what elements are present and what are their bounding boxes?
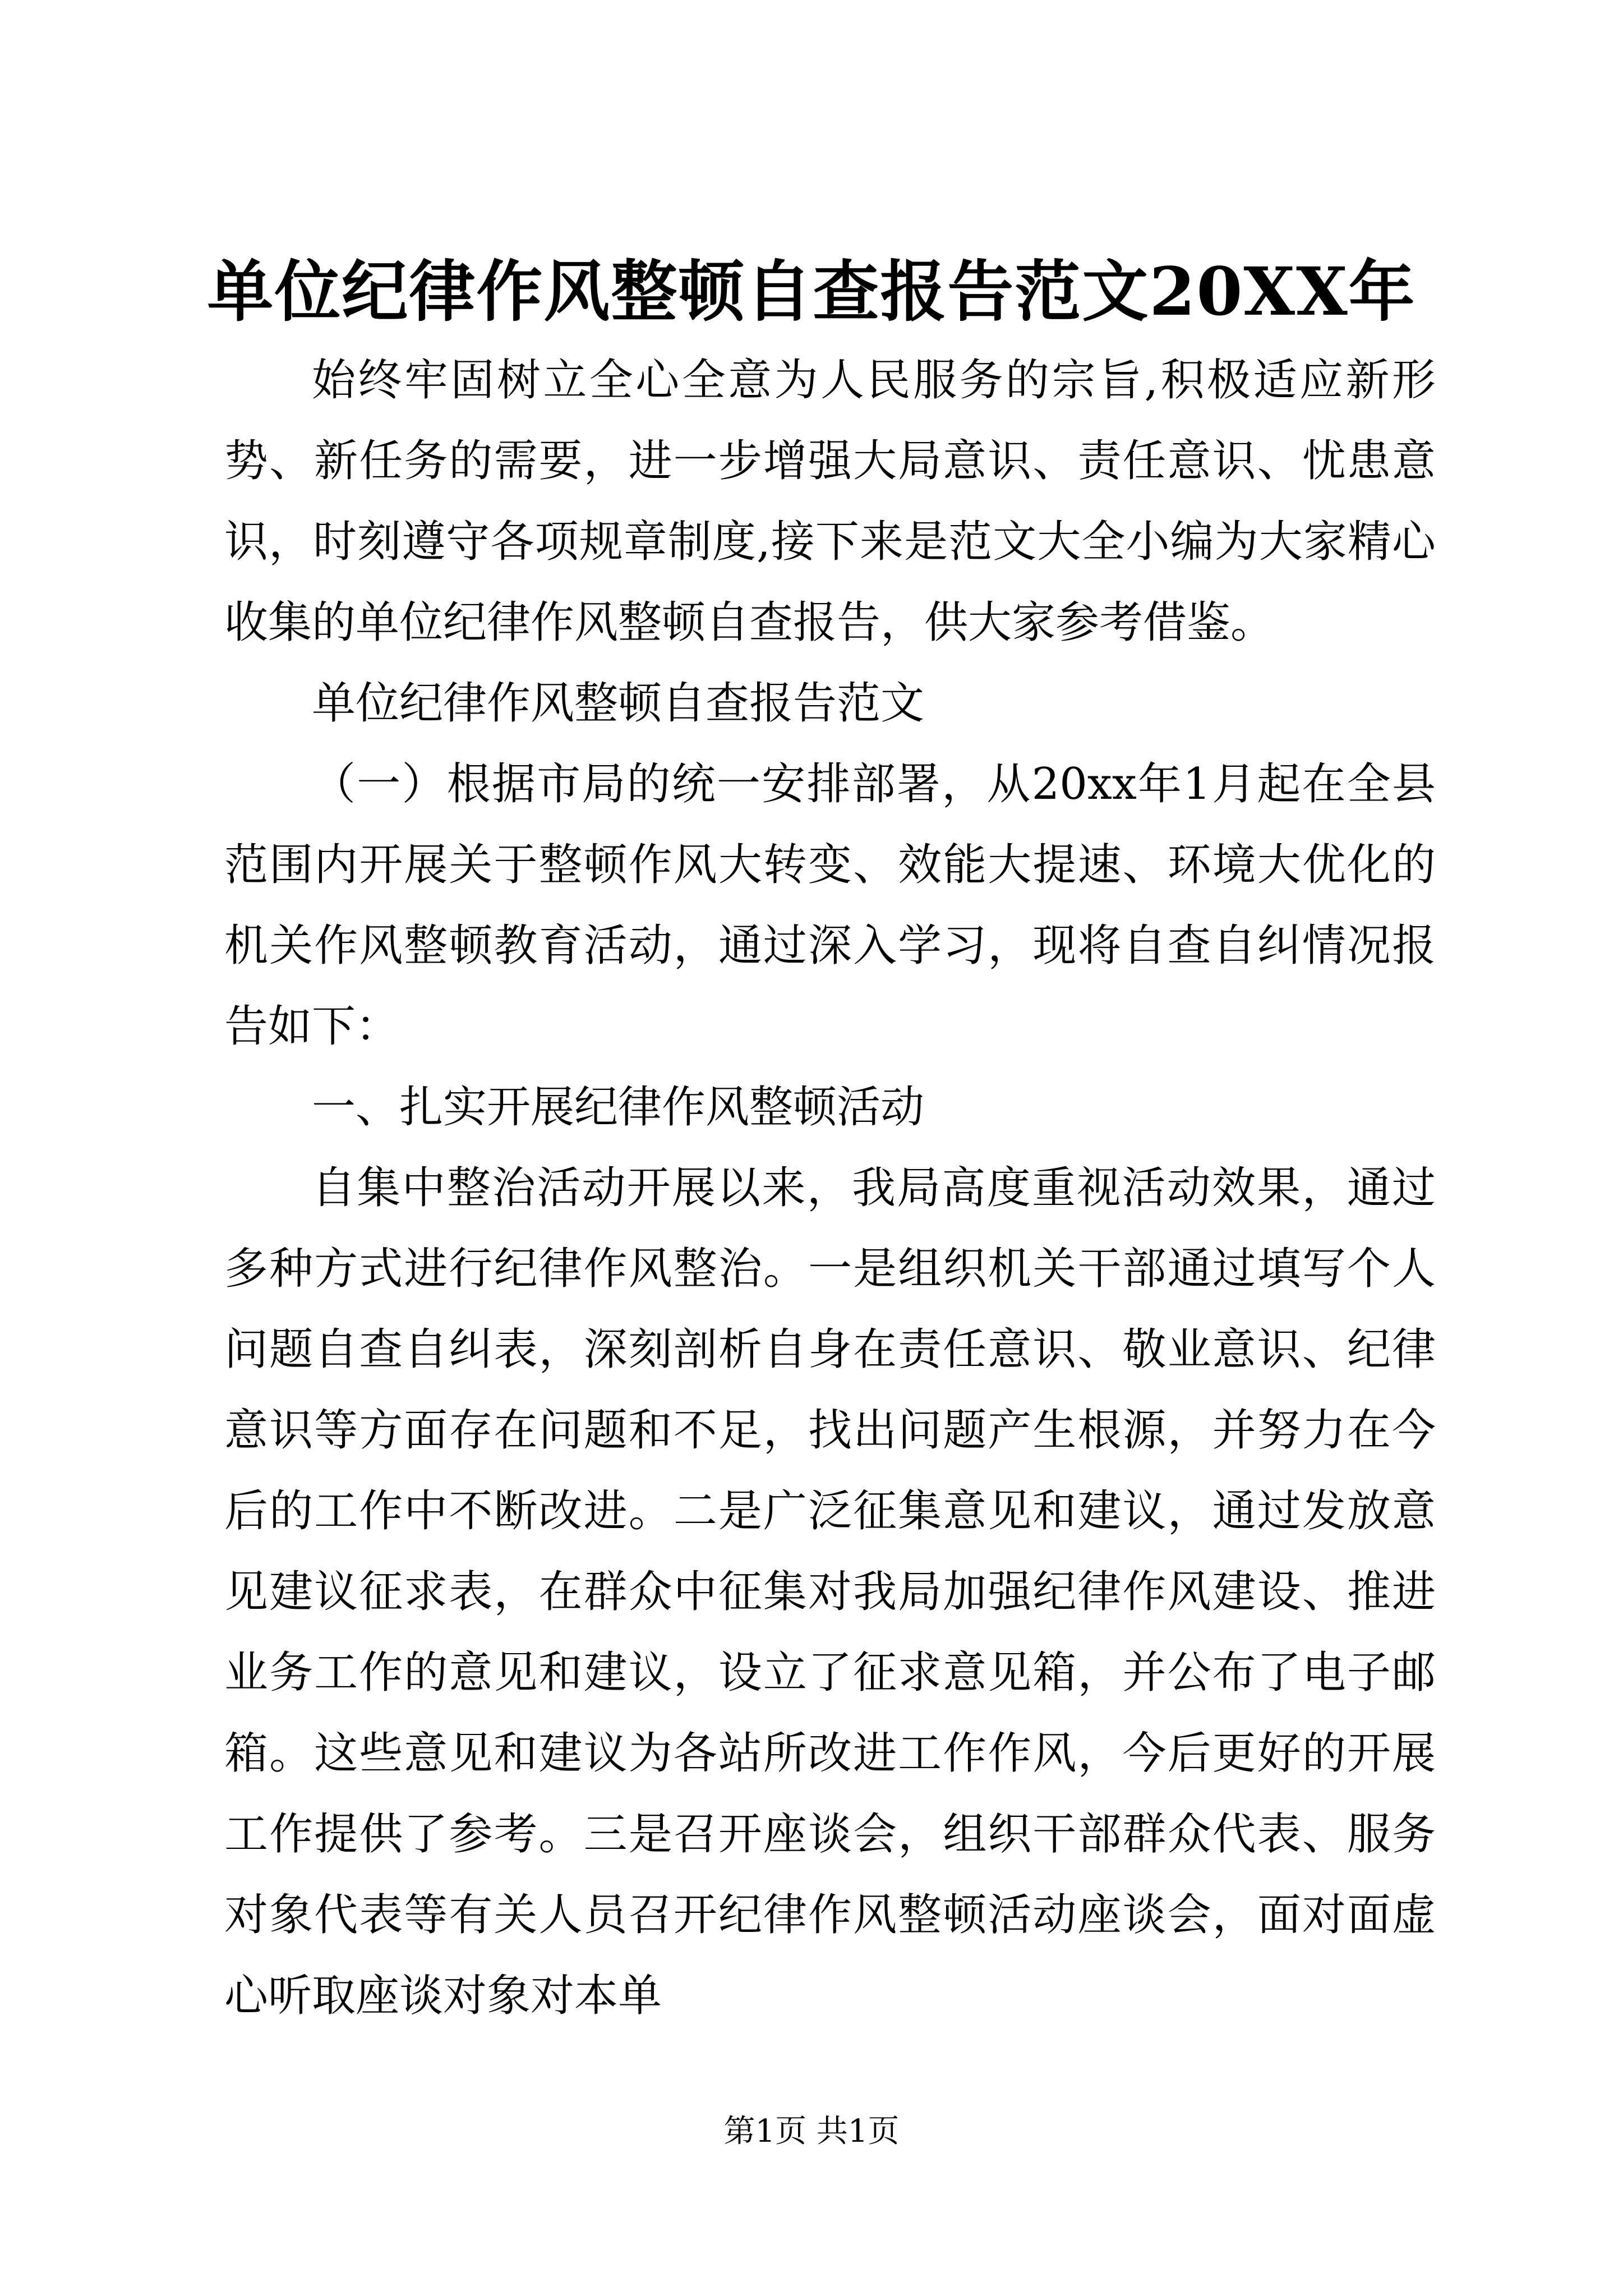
paragraph-background: （一）根据市局的统一安排部署，从20xx年1月起在全县范围内开展关于整顿作风大转变、效能大提速、环境大优化的机关作风整顿教育活动，通过深入学习，现将自查自纠情况报告如下：: [224, 759, 1436, 1052]
page-footer: 第1页 共1页: [723, 2113, 900, 2150]
paragraph-section-body: 自集中整治活动开展以来，我局高度重视活动效果，通过多种方式进行纪律作风整治。一是组织机关干部通过填写个人问题自查自纠表，深刻剖析自身在责任意识、敬业意识、纪律意识等方面存在问题和不足，找出问题产生根源，并努力在今后的工作中不断改进。二是广泛征集意见和建议，通过发放意见建议征求表，在群众中征集对我局加强纪律作风建设、推进业务工作的意见和建议，设立了征求意见箱，并公布了电子邮箱。这些意见和建议为各站所改进工作作风，今后更好的开展工作提供了参考。三是召开座谈会，组织干部群众代表、服务对象代表等有关人员召开纪律作风整顿活动座谈会，面对面虚心听取座谈对象对本单: [224, 1163, 1436, 2021]
section-heading: 一、扎实开展纪律作风整顿活动: [312, 1082, 925, 1133]
paragraph-subtitle: 单位纪律作风整顿自查报告范文: [312, 678, 925, 729]
document-title: 单位纪律作风整顿自查报告范文20XX年: [207, 252, 1416, 330]
document-body: [224, 340, 1436, 2036]
paragraph-intro: 始终牢固树立全心全意为人民服务的宗旨,积极适应新形势、新任务的需要，进一步增强大局意识、责任意识、忧患意识，时刻遵守各项规章制度,接下来是范文大全小编为大家精心收集的单位纪律作风整顿自查报告，供大家参考借鉴。: [224, 355, 1436, 648]
